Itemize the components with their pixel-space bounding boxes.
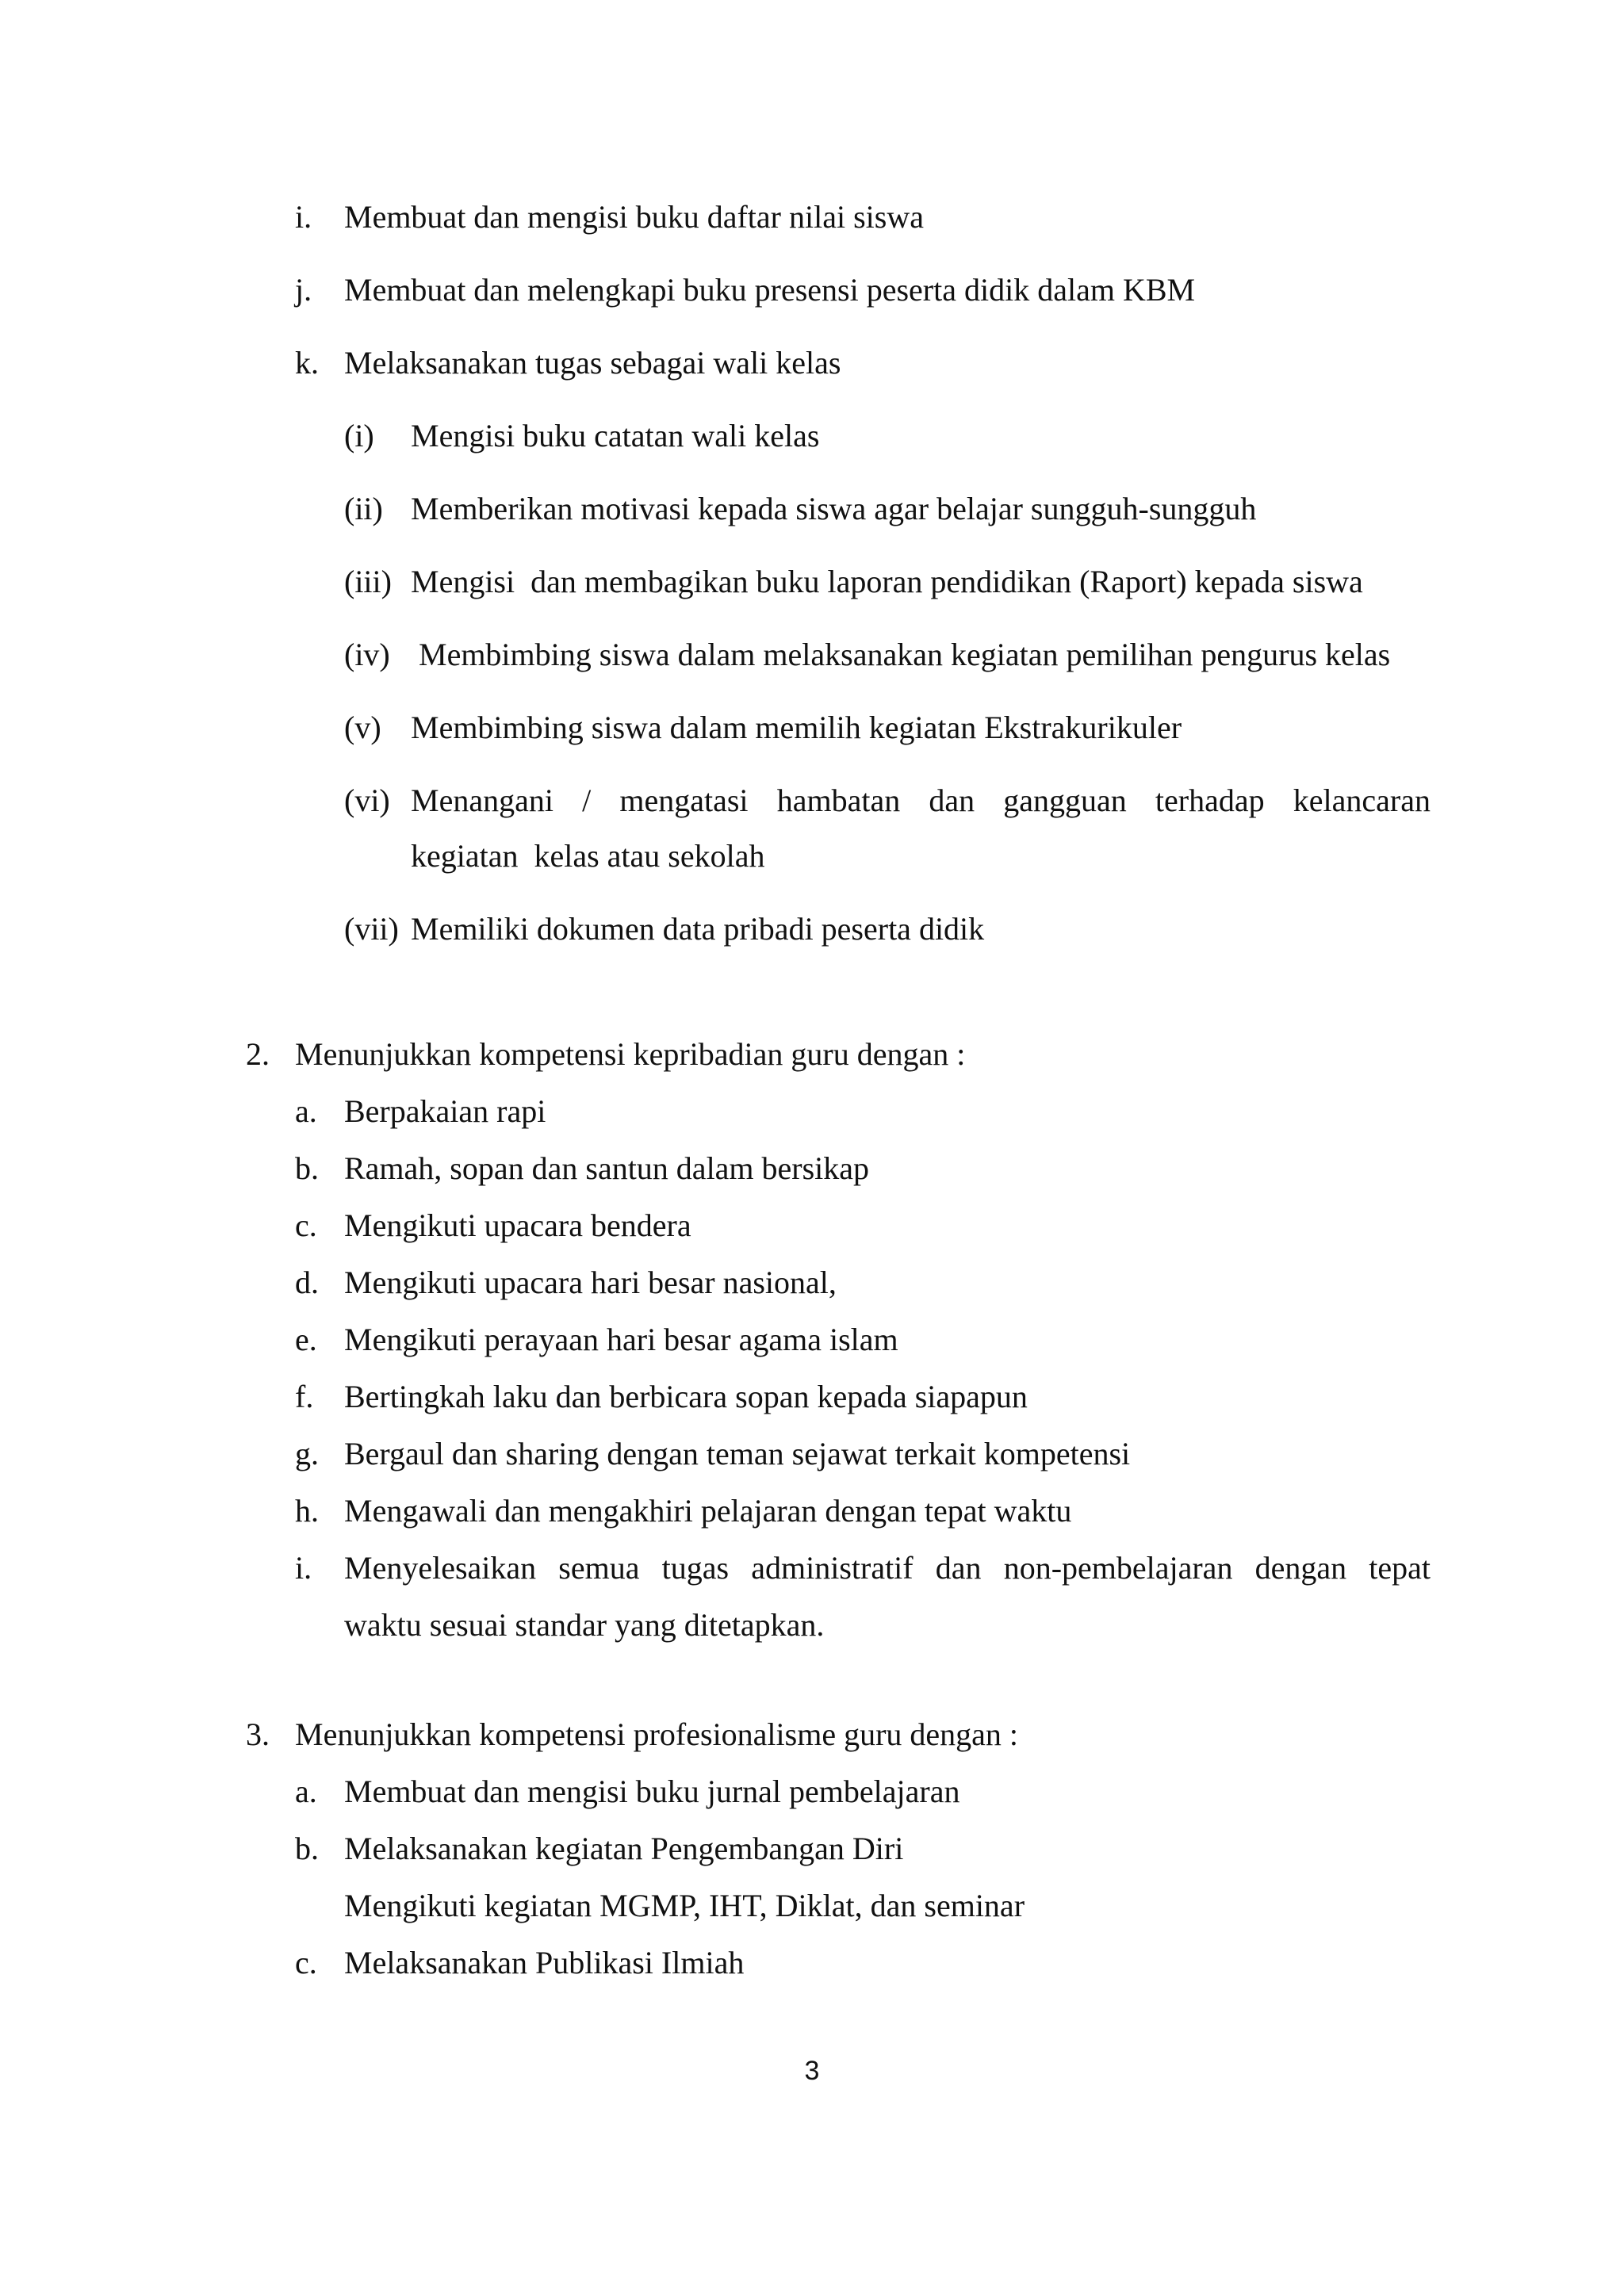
list-marker: a. (295, 1774, 317, 1809)
list-marker: b. (295, 1831, 319, 1866)
subitem-marker: (v) (344, 710, 381, 745)
subitem-text: Menangani / mengatasi hambatan dan gangguan terhadap kelancaran (411, 783, 1431, 818)
list-item-text: Menyelesaikan semua tugas administratif dan non-pembelajaran dengan tepat (344, 1550, 1431, 1586)
page-number: 3 (804, 2056, 820, 2086)
list-marker: a. (295, 1093, 317, 1129)
subitem-marker: (vi) (344, 783, 390, 818)
list-marker: h. (295, 1493, 319, 1529)
subitem-marker: (ii) (344, 491, 383, 526)
list-item-text: Bertingkah laku dan berbicara sopan kepada siapapun (344, 1379, 1028, 1414)
list-item-text: Mengawali dan mengakhiri pelajaran dengan tepat waktu (344, 1493, 1072, 1529)
section-title: Menunjukkan kompetensi profesionalisme guru dengan : (295, 1716, 1019, 1752)
list-marker: i. (295, 199, 312, 235)
list-marker: c. (295, 1945, 317, 1980)
list-item-text: Mengikuti upacara hari besar nasional, (344, 1265, 837, 1300)
subitem-text: Mengisi buku catatan wali kelas (411, 418, 820, 453)
list-item-text: Melaksanakan tugas sebagai wali kelas (344, 345, 841, 381)
list-item-text-continuation: waktu sesuai standar yang ditetapkan. (344, 1607, 825, 1643)
list-marker: f. (295, 1379, 314, 1414)
section-title: Menunjukkan kompetensi kepribadian guru dengan : (295, 1036, 966, 1072)
subitem-marker: (vii) (344, 911, 399, 947)
list-item-text: Bergaul dan sharing dengan teman sejawat terkait kompetensi (344, 1436, 1131, 1471)
list-item-text: Berpakaian rapi (344, 1093, 546, 1129)
subitem-marker: (i) (344, 418, 374, 453)
list-item-text: Melaksanakan kegiatan Pengembangan Diri (344, 1831, 904, 1866)
list-marker: i. (295, 1550, 312, 1586)
subitem-text-continuation: kegiatan kelas atau sekolah (411, 838, 765, 874)
section-number: 2. (246, 1036, 270, 1072)
list-item-text: Melaksanakan Publikasi Ilmiah (344, 1945, 745, 1980)
list-marker: g. (295, 1436, 319, 1471)
list-item-text: Membuat dan mengisi buku daftar nilai siswa (344, 199, 924, 235)
list-marker: k. (295, 345, 319, 381)
subitem-marker: (iii) (344, 564, 392, 599)
subitem-text: Mengisi dan membagikan buku laporan pendidikan (Raport) kepada siswa (411, 564, 1363, 599)
subitem-text: Memberikan motivasi kepada siswa agar belajar sungguh-sungguh (411, 491, 1257, 526)
list-item-text: Ramah, sopan dan santun dalam bersikap (344, 1150, 870, 1186)
list-marker: b. (295, 1150, 319, 1186)
list-marker: c. (295, 1207, 317, 1243)
list-item-text: Membuat dan melengkapi buku presensi peserta didik dalam KBM (344, 272, 1196, 308)
list-item-text: Mengikuti upacara bendera (344, 1207, 691, 1243)
list-item-text: Membuat dan mengisi buku jurnal pembelajaran (344, 1774, 960, 1809)
section-number: 3. (246, 1716, 270, 1752)
subitem-text: Membimbing siswa dalam melaksanakan kegiatan pemilihan pengurus kelas (411, 637, 1391, 672)
list-marker: d. (295, 1265, 319, 1300)
list-item-text: Mengikuti perayaan hari besar agama islam (344, 1322, 898, 1357)
subitem-text: Membimbing siswa dalam memilih kegiatan Ekstrakurikuler (411, 710, 1182, 745)
list-marker: j. (295, 272, 312, 308)
subitem-marker: (iv) (344, 637, 390, 672)
list-marker: e. (295, 1322, 317, 1357)
subitem-text: Memiliki dokumen data pribadi peserta didik (411, 911, 985, 947)
list-item-text-continuation: Mengikuti kegiatan MGMP, IHT, Diklat, dan seminar (344, 1888, 1025, 1923)
